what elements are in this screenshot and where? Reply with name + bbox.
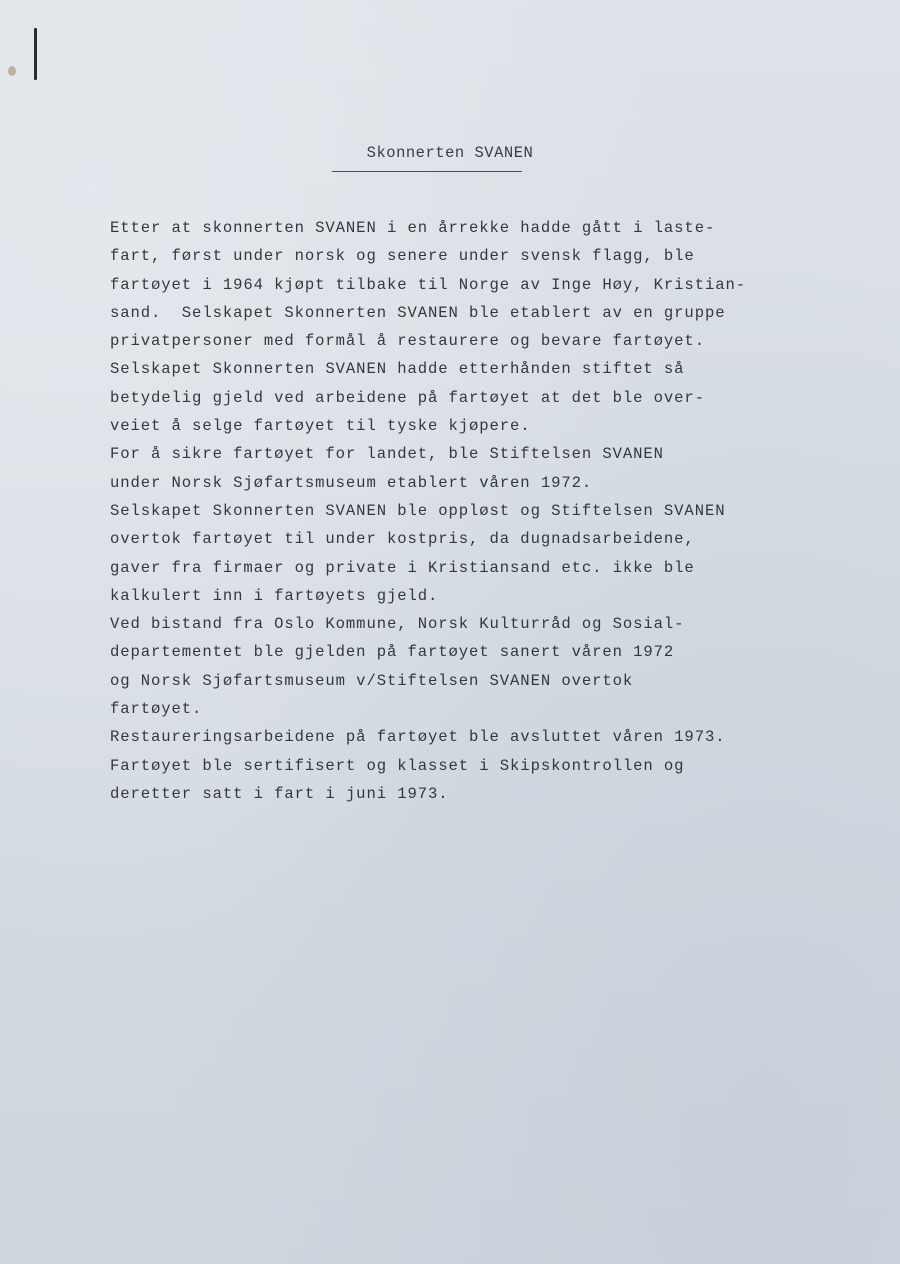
text-line: fartøyet. [110, 700, 203, 719]
title-underline [332, 171, 522, 172]
text-line: Fartøyet ble sertifisert og klasset i Skipskontrollen og [110, 756, 685, 775]
staple-mark [34, 28, 37, 80]
text-line: Restaureringsarbeidene på fartøyet ble avsluttet våren 1973. [110, 728, 726, 747]
text-line: og Norsk Sjøfartsmuseum v/Stiftelsen SVANEN overtok [110, 671, 634, 690]
text-line: Etter at skonnerten SVANEN i en årrekke hadde gått i laste- [110, 219, 716, 237]
document-title: Skonnerten SVANEN [366, 144, 534, 162]
text-line: gaver fra firmaer og private i Kristiansand etc. ikke ble [110, 558, 695, 577]
text-line: sand. Selskapet Skonnerten SVANEN ble etablert av en gruppe [110, 303, 726, 322]
text-line: Selskapet Skonnerten SVANEN ble oppløst og Stiftelsen SVANEN [110, 501, 726, 520]
text-line: deretter satt i fart i juni 1973. [110, 784, 449, 803]
text-line: For å sikre fartøyet for landet, ble Stiftelsen SVANEN [110, 445, 664, 464]
text-line: veiet å selge fartøyet til tyske kjøpere. [110, 417, 531, 436]
text-line: privatpersoner med formål å restaurere og bevare fartøyet. [110, 332, 705, 351]
text-line: fart, først under norsk og senere under svensk flagg, ble [110, 247, 695, 266]
text-line: kalkulert inn i fartøyets gjeld. [110, 586, 439, 605]
text-line: overtok fartøyet til under kostpris, da dugnadsarbeidene, [110, 530, 695, 549]
text-line: Selskapet Skonnerten SVANEN hadde etterhånden stiftet så [110, 360, 685, 379]
rust-spot [8, 66, 16, 76]
text-line: Ved bistand fra Oslo Kommune, Norsk Kulturråd og Sosial- [110, 615, 685, 634]
text-line: fartøyet i 1964 kjøpt tilbake til Norge av Inge Høy, Kristian- [110, 275, 746, 294]
text-line: under Norsk Sjøfartsmuseum etablert våren 1972. [110, 473, 593, 492]
text-line: departementet ble gjelden på fartøyet sanert våren 1972 [110, 643, 675, 662]
text-line: betydelig gjeld ved arbeidene på fartøyet at det ble over- [110, 388, 705, 407]
body-text [110, 214, 810, 808]
